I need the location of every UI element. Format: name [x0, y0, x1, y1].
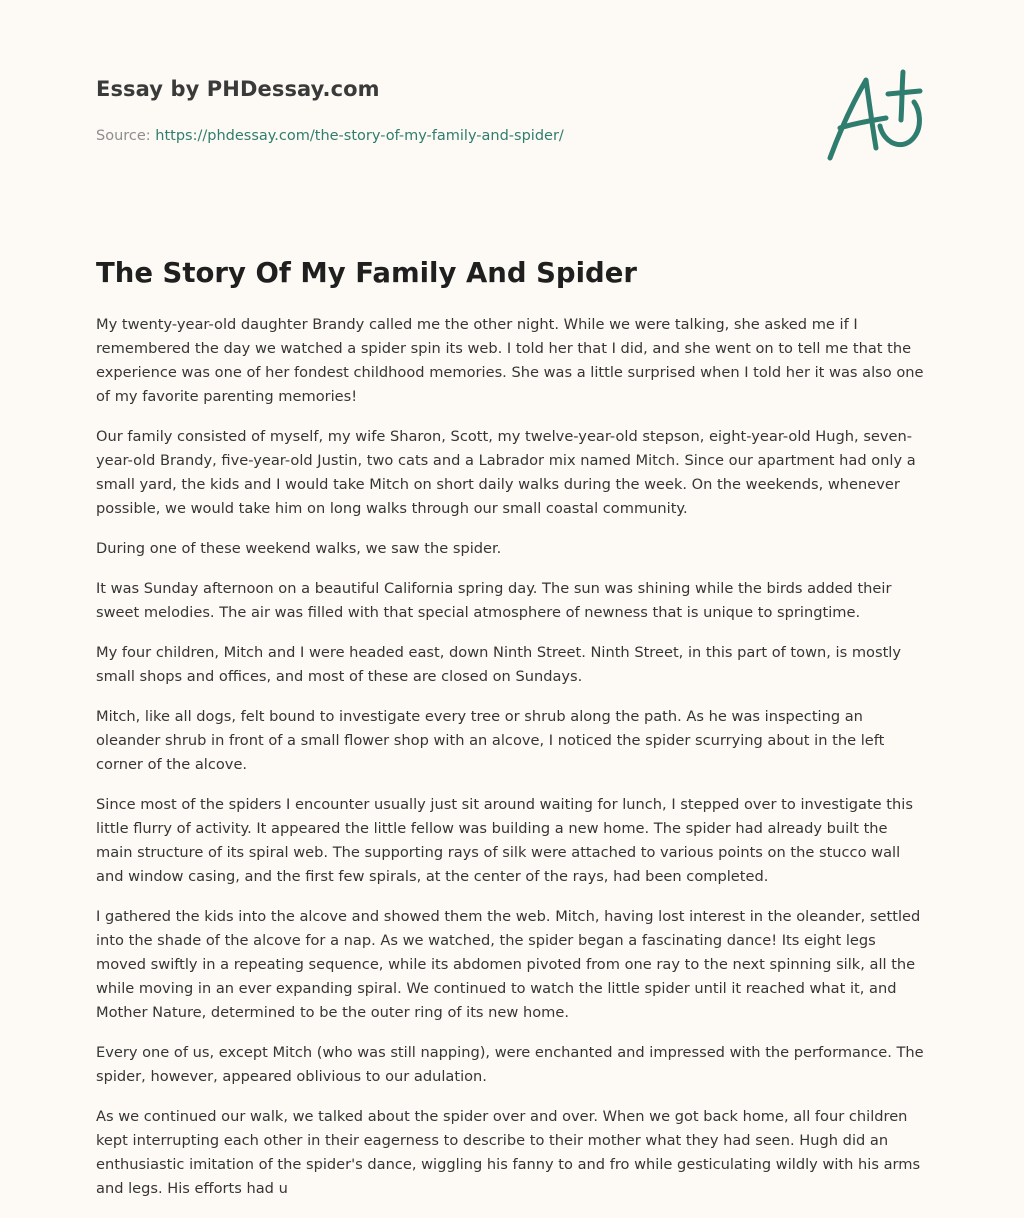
essay-paragraph: During one of these weekend walks, we saw the spider. — [96, 540, 502, 557]
essay-paragraph: I gathered the kids into the alcove and showed them the web. Mitch, having lost interest in the oleander, settled into the shade of the alcove for a nap. As we watched, the spider began a fascinating dance! Its eight legs moved swiftly in a repeating sequence, while its abdomen pivoted from one ray to the next spinning silk, all the while moving in an ever expanding spiral. We continued to watch the little spider until it reached what it, and Mother Nature, determined to be the outer ring of its new home. — [96, 908, 921, 1021]
essay-paragraph: My four children, Mitch and I were headed east, down Ninth Street. Ninth Street, in this part of town, is mostly small shops and offices, and most of these are closed on Sundays. — [96, 644, 902, 685]
source-link[interactable]: https://phdessay.com/the-story-of-my-family-and-spider/ — [155, 128, 564, 144]
essay-paragraph: My twenty-year-old daughter Brandy called me the other night. While we were talking, she asked me if I remembered the day we watched a spider spin its web. I told her that I did, and she went on to tell me that the experience was one of her fondest childhood memories. She was a little surprised when I told her it was also one of my favorite parenting memories! — [96, 316, 924, 405]
a-plus-grade-logo — [818, 66, 928, 166]
essay-paragraph: Every one of us, except Mitch (who was still napping), were enchanted and impressed with the performance. The spider, however, appeared oblivious to our adulation. — [96, 1044, 924, 1085]
essay-paragraph: It was Sunday afternoon on a beautiful California spring day. The sun was shining while the birds added their sweet melodies. The air was filled with that special atmosphere of newness that is unique to springtime. — [96, 580, 892, 621]
essay-paragraph: Our family consisted of myself, my wife Sharon, Scott, my twelve-year-old stepson, eight-year-old Hugh, seven-year-old Brandy, five-year-old Justin, two cats and a Labrador mix named Mitch. Since our apartment had only a small yard, the kids and I would take Mitch on short daily walks during the week. On the weekends, whenever possible, we would take him on long walks through our small coastal community. — [96, 428, 916, 517]
essay-title: The Story Of My Family And Spider — [96, 257, 637, 289]
a-plus-icon — [818, 66, 928, 166]
source-line — [96, 126, 656, 146]
essay-paragraph: Since most of the spiders I encounter usually just sit around waiting for lunch, I stepped over to investigate this little flurry of activity. It appeared the little fellow was building a new home. The spider had already built the main structure of its spiral web. The supporting rays of silk were attached to various points on the stucco wall and window casing, and the first few spirals, at the center of the rays, had been completed. — [96, 796, 913, 885]
essay-header — [96, 74, 656, 146]
essay-paragraph: Mitch, like all dogs, felt bound to investigate every tree or shrub along the path. As he was inspecting an oleander shrub in front of a small flower shop with an alcove, I noticed the spider scurrying about in the left corner of the alcove. — [96, 708, 885, 773]
site-brand: Essay by PHDessay.com — [96, 77, 380, 101]
essay-paragraph: As we continued our walk, we talked about the spider over and over. When we got back home, all four children kept interrupting each other in their eagerness to describe to their mother what they had seen. Hugh did an enthusiastic imitation of the spider's dance, wiggling his fanny to and fro while gesticulating wildly with his arms and legs. His efforts had u — [96, 1108, 921, 1197]
essay-body — [96, 313, 928, 1203]
source-label: Source: — [96, 128, 156, 144]
